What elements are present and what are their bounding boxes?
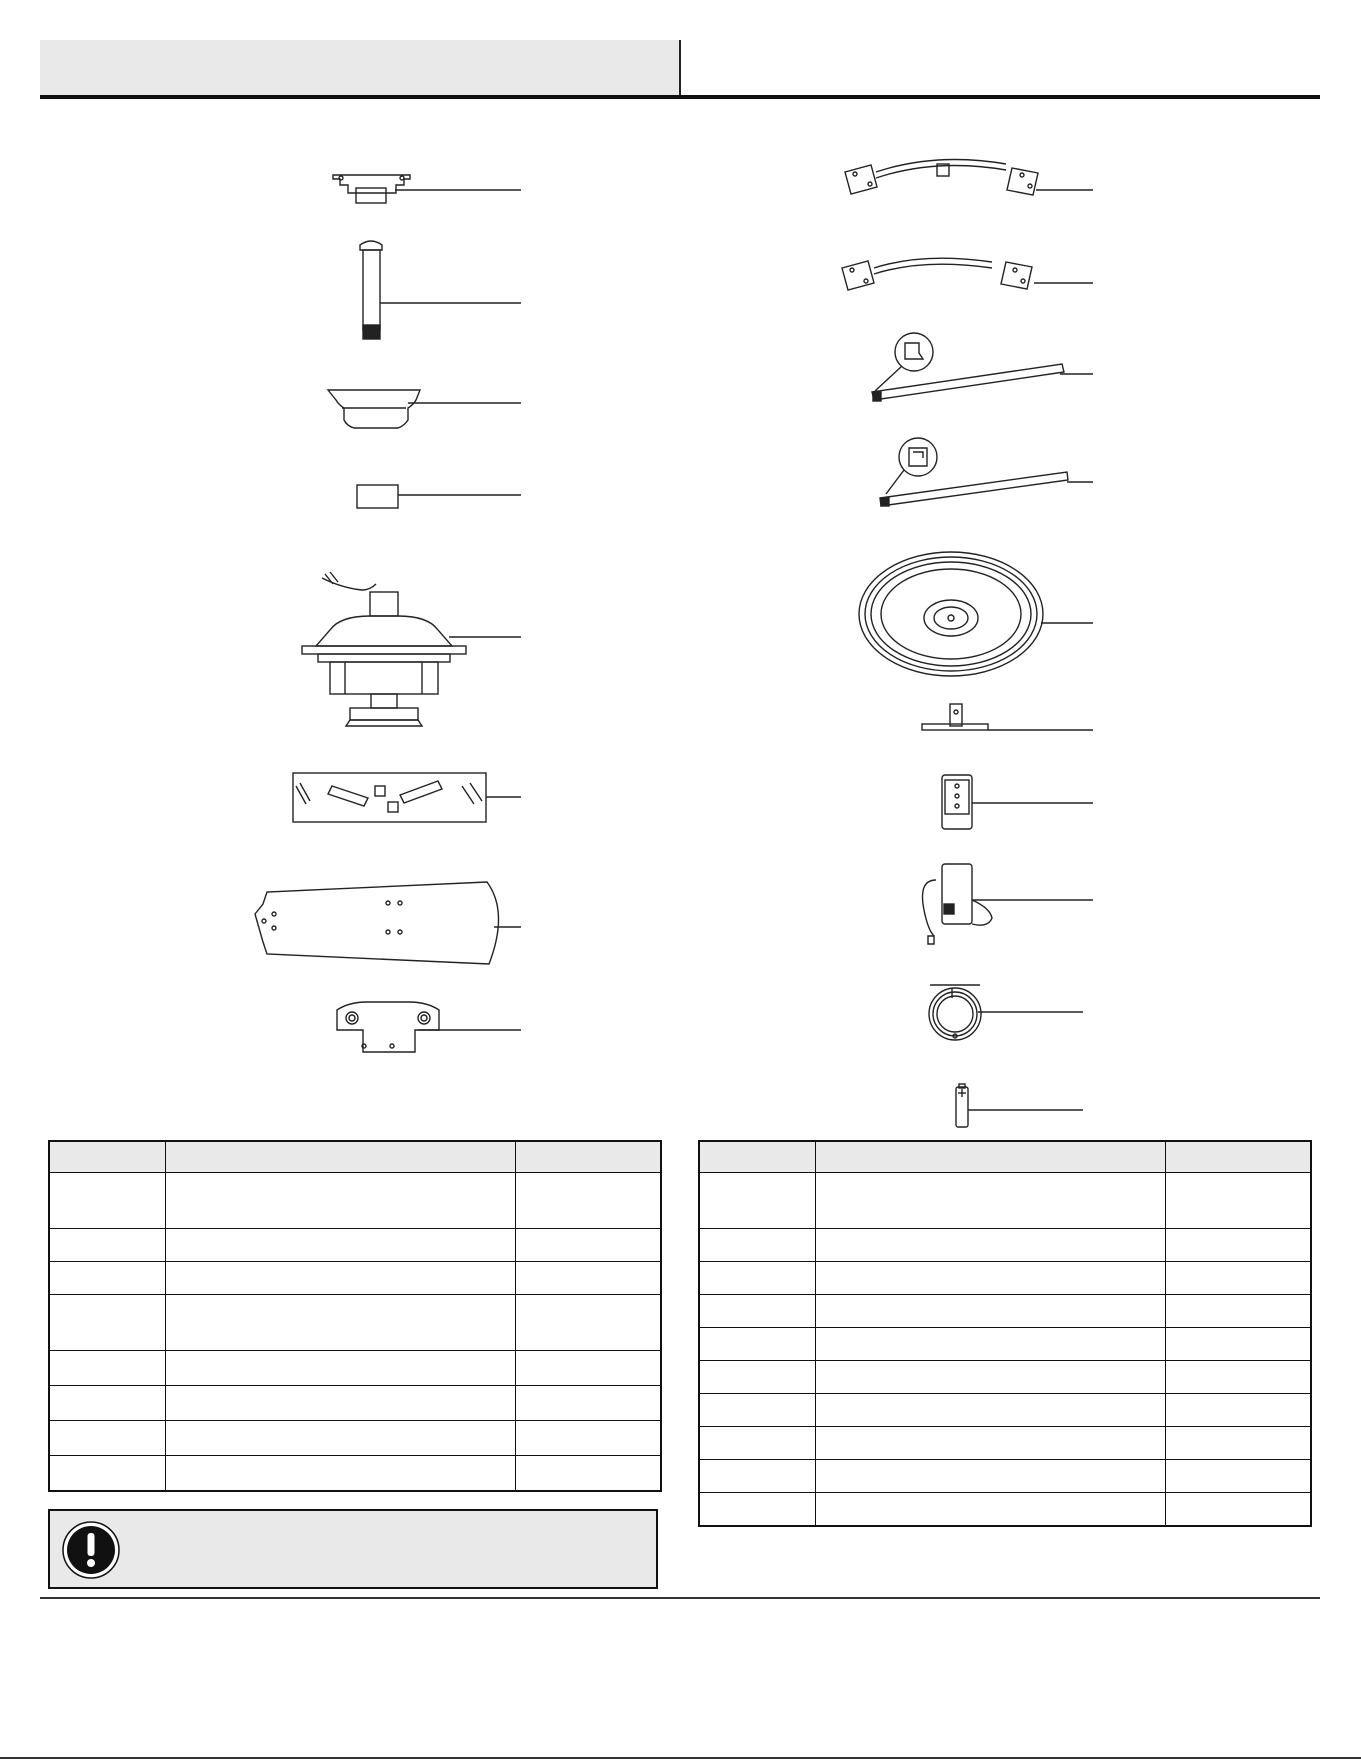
table-row xyxy=(49,1173,661,1229)
table-row xyxy=(49,1262,661,1295)
fan-blade-illustration xyxy=(255,882,521,964)
table-row xyxy=(699,1493,1311,1526)
cell-part xyxy=(49,1262,165,1295)
cell-part xyxy=(49,1456,165,1491)
bottom-rule xyxy=(0,1757,1361,1759)
warning-box xyxy=(48,1509,658,1589)
cell-quantity xyxy=(1165,1229,1311,1262)
cell-quantity xyxy=(515,1386,661,1421)
cell-description xyxy=(815,1460,1165,1493)
cell-description xyxy=(815,1493,1165,1526)
cell-quantity xyxy=(515,1421,661,1456)
table-row xyxy=(49,1295,661,1351)
switch-housing-cap-illustration xyxy=(357,485,521,508)
cell-description xyxy=(165,1456,515,1491)
cell-part xyxy=(699,1427,815,1460)
blade-arm-illustration xyxy=(337,1002,521,1052)
table-row xyxy=(699,1460,1311,1493)
downrod-illustration xyxy=(360,241,521,339)
cell-quantity xyxy=(515,1173,661,1229)
table-row xyxy=(49,1351,661,1386)
ceiling-plate-b-illustration xyxy=(842,258,1093,290)
cell-description xyxy=(815,1173,1165,1229)
receiver-bracket-illustration xyxy=(922,704,1093,730)
table-row xyxy=(49,1456,661,1491)
cell-quantity xyxy=(1165,1173,1311,1229)
table-row xyxy=(699,1229,1311,1262)
cell-part xyxy=(699,1229,815,1262)
cell-quantity xyxy=(515,1229,661,1262)
cell-description xyxy=(815,1262,1165,1295)
cell-part xyxy=(49,1173,165,1229)
cell-description xyxy=(815,1295,1165,1328)
table-row xyxy=(699,1361,1311,1394)
cell-part xyxy=(699,1394,815,1427)
cell-part xyxy=(49,1386,165,1421)
cell-description xyxy=(815,1328,1165,1361)
cell-description xyxy=(165,1229,515,1262)
table-row xyxy=(699,1427,1311,1460)
cell-part xyxy=(49,1421,165,1456)
cell-part xyxy=(699,1493,815,1526)
mounting-bracket-illustration xyxy=(333,175,521,203)
cell-description xyxy=(165,1421,515,1456)
cell-part xyxy=(49,1351,165,1386)
cell-quantity xyxy=(1165,1493,1311,1526)
cell-part xyxy=(699,1262,815,1295)
table-row xyxy=(49,1421,661,1456)
cell-part xyxy=(699,1328,815,1361)
table-row xyxy=(49,1386,661,1421)
table-row xyxy=(49,1229,661,1262)
table-header-row xyxy=(49,1141,661,1173)
cell-quantity xyxy=(1165,1262,1311,1295)
receiver-illustration xyxy=(923,864,1094,944)
cell-quantity xyxy=(515,1351,661,1386)
cell-part xyxy=(699,1295,815,1328)
canopy-illustration xyxy=(328,390,521,428)
table-row xyxy=(699,1173,1311,1229)
header-quantity xyxy=(1165,1141,1311,1173)
motor-assembly-illustration xyxy=(302,572,521,726)
support-rod-a-illustration xyxy=(872,333,1093,401)
parts-table-right xyxy=(698,1140,1312,1527)
balancing-kit-illustration xyxy=(293,773,521,822)
cell-quantity xyxy=(1165,1394,1311,1427)
battery-illustration xyxy=(956,1084,1083,1127)
exclamation-circle-icon xyxy=(62,1521,120,1579)
table-row xyxy=(699,1394,1311,1427)
cell-quantity xyxy=(1165,1361,1311,1394)
cell-description xyxy=(165,1386,515,1421)
cell-quantity xyxy=(1165,1427,1311,1460)
support-rod-b-illustration xyxy=(880,438,1093,506)
cell-quantity xyxy=(515,1456,661,1491)
cell-description xyxy=(815,1394,1165,1427)
parts-table-left xyxy=(48,1140,662,1492)
cell-quantity xyxy=(515,1295,661,1351)
cell-part xyxy=(699,1361,815,1394)
cell-description xyxy=(165,1173,515,1229)
header-part xyxy=(49,1141,165,1173)
cell-quantity xyxy=(1165,1460,1311,1493)
cell-part xyxy=(699,1173,815,1229)
table-row xyxy=(699,1262,1311,1295)
ceiling-plate-a-illustration xyxy=(845,160,1093,196)
cell-description xyxy=(165,1295,515,1351)
cell-description xyxy=(165,1262,515,1295)
table-row xyxy=(699,1328,1311,1361)
table-row xyxy=(699,1295,1311,1328)
header-part xyxy=(699,1141,815,1173)
header-description xyxy=(165,1141,515,1173)
cell-quantity xyxy=(515,1262,661,1295)
cell-description xyxy=(815,1229,1165,1262)
cell-part xyxy=(699,1460,815,1493)
table-header-row xyxy=(699,1141,1311,1173)
cell-description xyxy=(815,1361,1165,1394)
footer-rule xyxy=(40,1597,1320,1599)
cell-part xyxy=(49,1295,165,1351)
cell-quantity xyxy=(1165,1295,1311,1328)
cell-description xyxy=(815,1427,1165,1460)
cell-description xyxy=(165,1351,515,1386)
cell-quantity xyxy=(1165,1328,1311,1361)
wire-coil-illustration xyxy=(929,985,1083,1040)
header-description xyxy=(815,1141,1165,1173)
cell-part xyxy=(49,1229,165,1262)
header-quantity xyxy=(515,1141,661,1173)
light-kit-pan-illustration xyxy=(859,552,1093,676)
remote-control-illustration xyxy=(942,775,1093,829)
